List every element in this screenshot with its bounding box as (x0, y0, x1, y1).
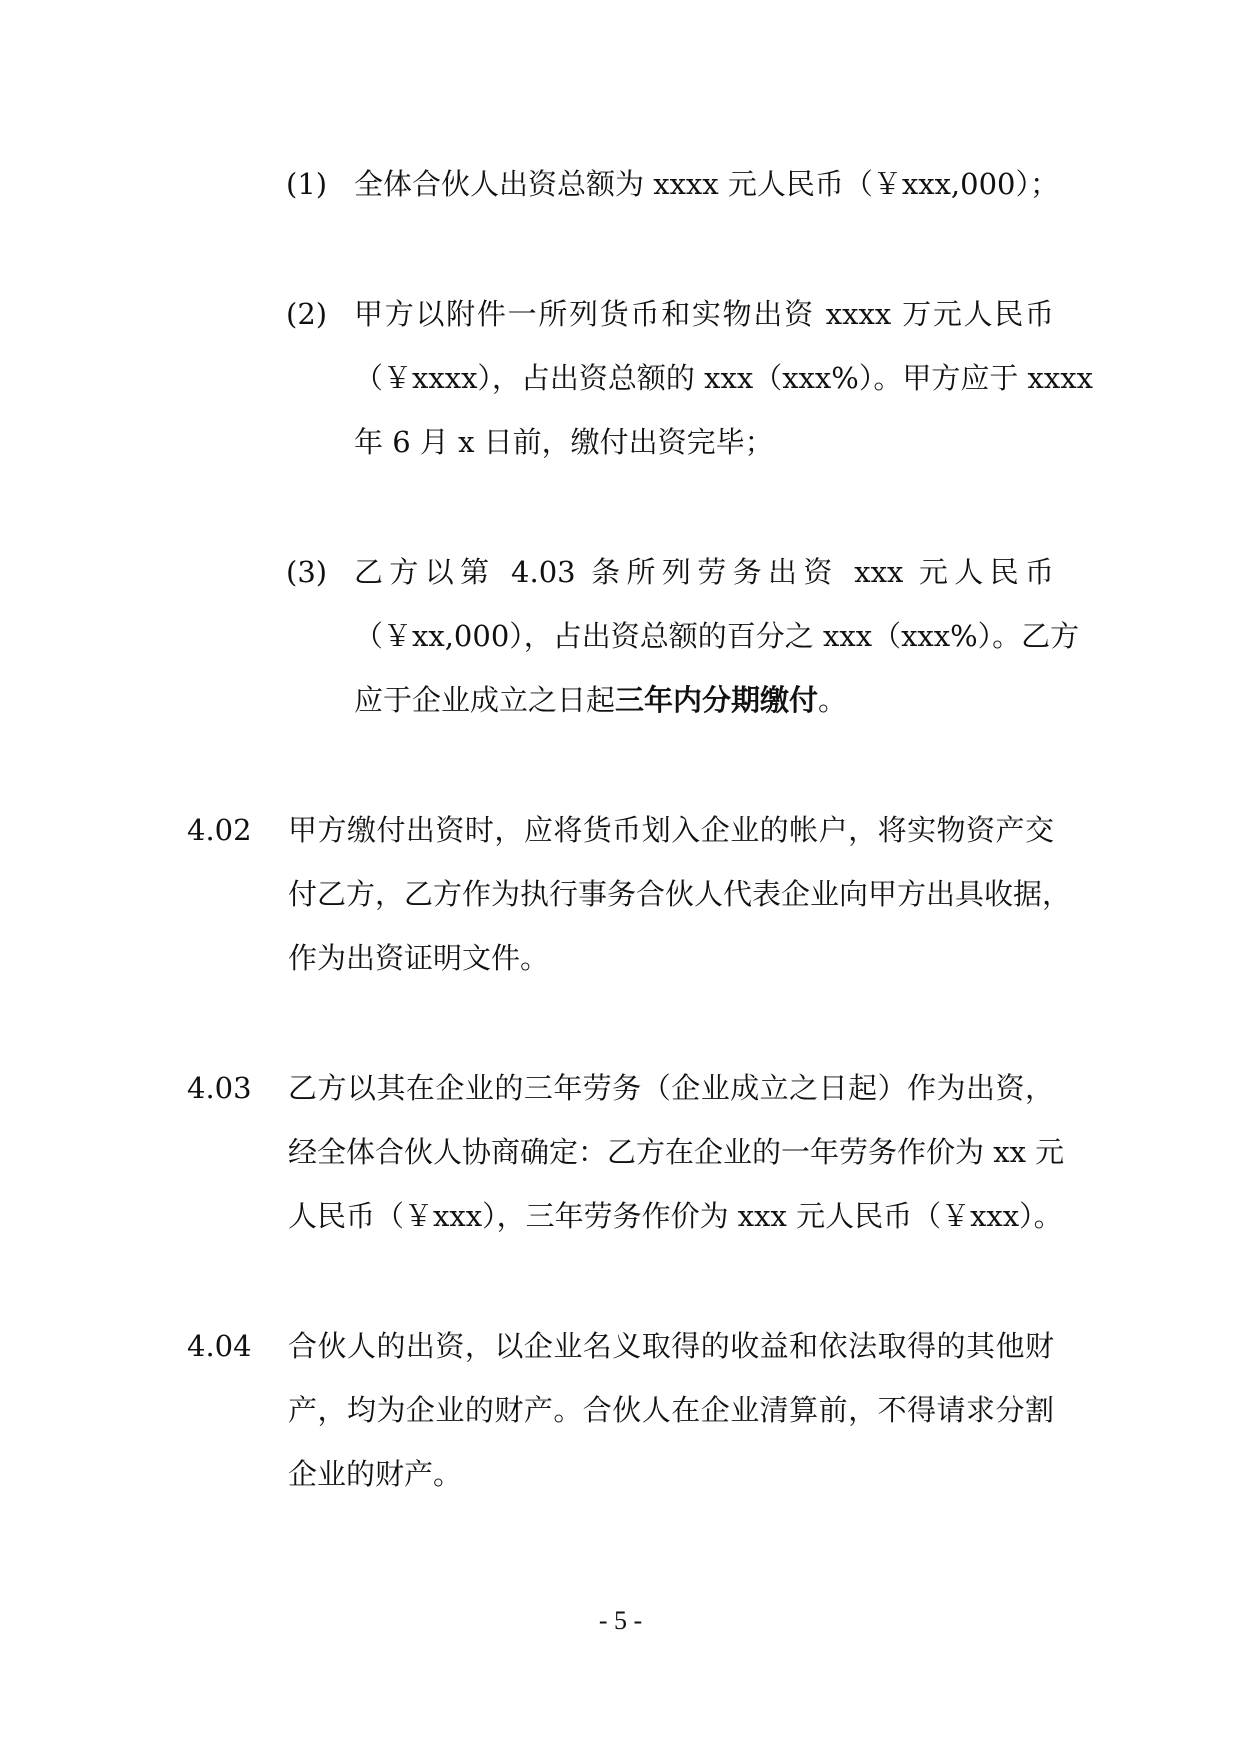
sub-item-text-line: 甲方以附件一所列货币和实物出资 xxxx 万元人民币 (354, 297, 1054, 331)
sub-item-text-line: 年 6 月 x 日前，缴付出资完毕； (354, 425, 774, 459)
clause-text-line: 人民币（￥xxx），三年劳务作价为 xxx 元人民币（￥xxx）。 (288, 1199, 1063, 1233)
sub-item-text-line: （￥xx,000），占出资总额的百分之 xxx（xxx%）。乙方 (354, 619, 1080, 653)
clause-text-line: 合伙人的出资，以企业名义取得的收益和依法取得的其他财 (288, 1329, 1054, 1363)
clause-number: 4.02 (187, 813, 252, 847)
sub-item-text-line (354, 680, 847, 720)
sub-item-text-line: 乙方以第 4.03 条所列劳务出资 xxx 元人民币 (354, 555, 1054, 589)
clause-text-line: 作为出资证明文件。 (288, 941, 550, 975)
clause-text-line: 产，均为企业的财产。合伙人在企业清算前，不得请求分割 (288, 1393, 1054, 1427)
clause-number: 4.03 (187, 1071, 252, 1105)
sub-item-text-line: （￥xxxx），占出资总额的 xxx（xxx%）。甲方应于 xxxx (354, 361, 1093, 395)
text-segment: 应于企业成立之日起 (354, 683, 616, 717)
clause-text-line: 乙方以其在企业的三年劳务（企业成立之日起）作为出资， (288, 1071, 1054, 1105)
clause-number: 4.04 (187, 1329, 252, 1363)
emphasized-text: 三年内分期缴付 (615, 683, 819, 717)
sub-item-text-line: 全体合伙人出资总额为 xxxx 元人民币（￥xxx,000）； (354, 167, 1059, 201)
clause-text-line: 甲方缴付出资时，应将货币划入企业的帐户，将实物资产交 (288, 813, 1054, 847)
sub-item-number: (3) (286, 555, 328, 589)
clause-text-line: 企业的财产。 (288, 1457, 463, 1491)
page-number: - 5 - (598, 1606, 643, 1635)
text-segment: 。 (818, 683, 848, 717)
sub-item-number: (2) (286, 297, 328, 331)
sub-item-number: (1) (286, 167, 328, 201)
clause-text-line: 付乙方，乙方作为执行事务合伙人代表企业向甲方出具收据， (288, 877, 1072, 911)
clause-text-line: 经全体合伙人协商确定：乙方在企业的一年劳务作价为 xx 元 (288, 1135, 1065, 1169)
